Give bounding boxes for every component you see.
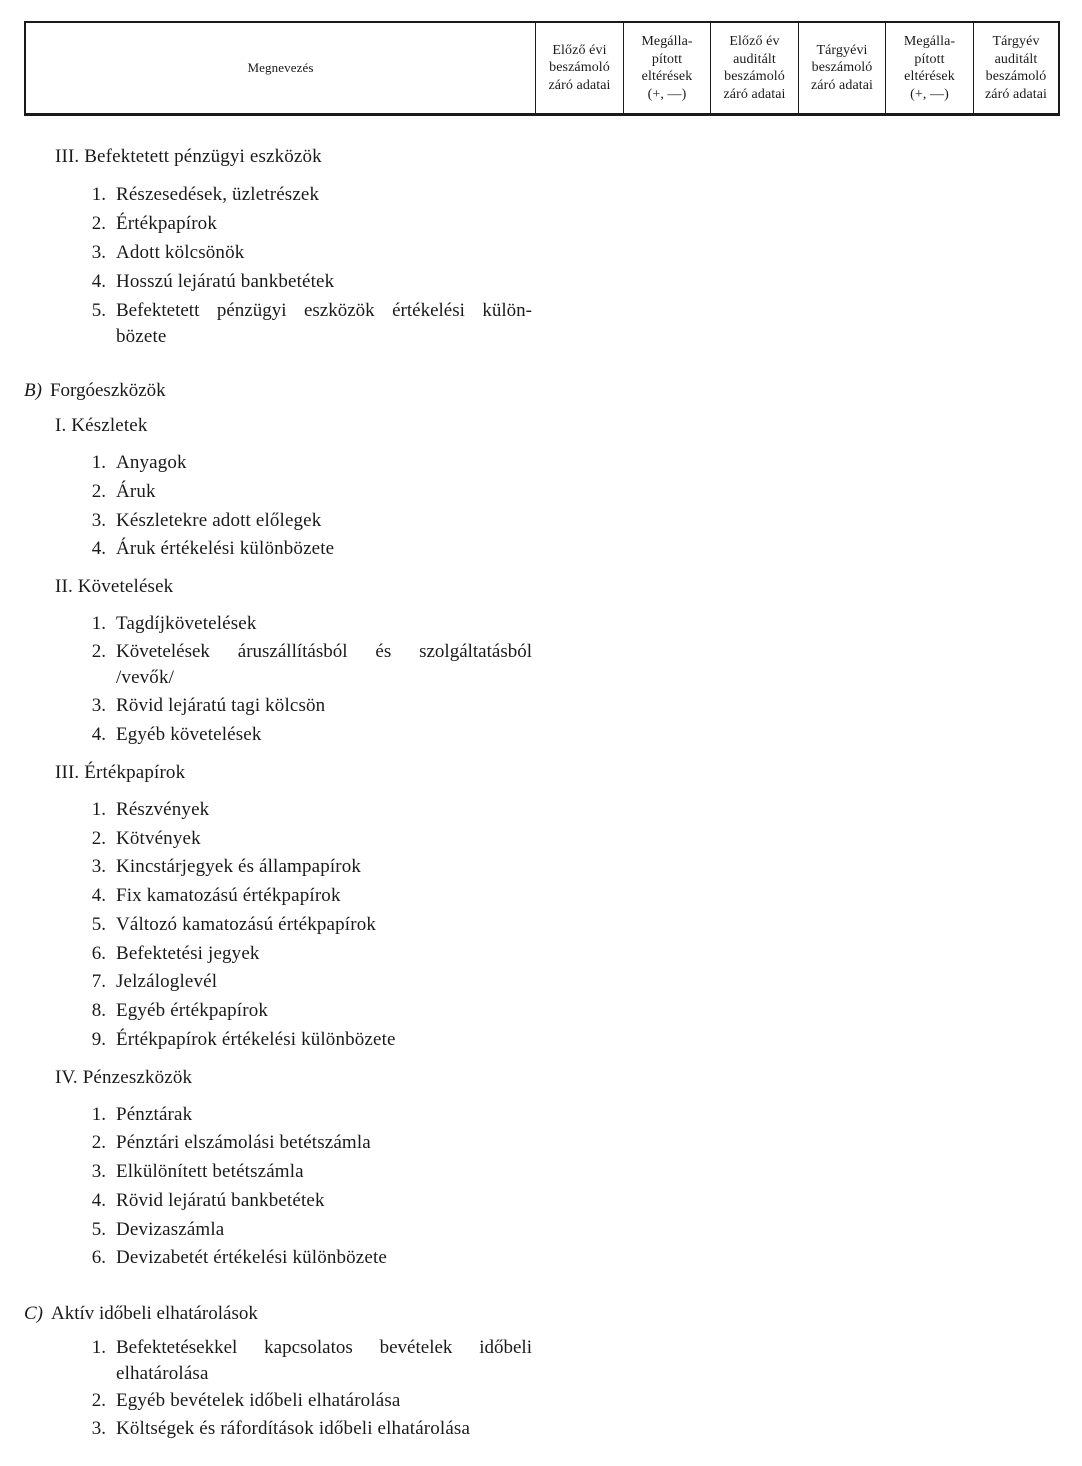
list-item: Kötvények xyxy=(116,828,201,849)
group-title: IV. Pénzeszközök xyxy=(55,1067,193,1088)
item-number: 5. xyxy=(91,1219,106,1240)
item-number: 5. xyxy=(91,914,106,935)
list-item: Értékpapírok értékelési különbözete xyxy=(116,1029,396,1050)
list-item: Áruk értékelési különbözete xyxy=(116,538,335,559)
item-number: 3. xyxy=(91,1418,106,1439)
item-number: 2. xyxy=(91,641,106,662)
list-item: Költségek és ráfordítások időbeli elhatárolása xyxy=(116,1418,471,1439)
list-item: Változó kamatozású értékpapírok xyxy=(116,914,376,935)
item-number: 4. xyxy=(91,538,106,559)
list-item: Anyagok xyxy=(116,452,187,473)
list-item: Pénztári elszámolási betétszámla xyxy=(116,1132,371,1153)
item-number: 3. xyxy=(91,1161,106,1182)
list-item: Értékpapírok xyxy=(116,213,217,234)
group-title: III. Befektetett pénzügyi eszközök xyxy=(55,146,322,167)
list-item-continuation: /vevők/ xyxy=(116,667,175,688)
list-item: Készletekre adott előlegek xyxy=(116,510,322,531)
header-col-prev-audited: Előző év auditált beszámoló záró adatai xyxy=(710,23,798,113)
list-item: Részvények xyxy=(116,799,210,820)
list-item-continuation: elhatárolása xyxy=(116,1363,209,1384)
list-item: Kincstárjegyek és állampapírok xyxy=(116,856,362,877)
list-item: Pénztárak xyxy=(116,1104,193,1125)
list-item: Befektetett pénzügyi eszközök értékelési külön- xyxy=(116,300,532,321)
section-letter: C) xyxy=(24,1303,43,1324)
item-number: 6. xyxy=(91,943,106,964)
list-item: Befektetésekkel kapcsolatos bevételek időbeli xyxy=(116,1337,532,1358)
item-number: 8. xyxy=(91,1000,106,1021)
header-col-current-year: Tárgyévi beszámoló záró adatai xyxy=(798,23,885,113)
list-item: Tagdíjkövetelések xyxy=(116,613,257,634)
item-number: 3. xyxy=(91,242,106,263)
list-item: Hosszú lejáratú bankbetétek xyxy=(116,271,335,292)
header-col-prev-diff: Megálla- pított eltérések (+, —) xyxy=(623,23,710,113)
header-table xyxy=(24,21,1060,116)
section-title: Forgóeszközök xyxy=(49,380,166,401)
item-number: 2. xyxy=(91,1390,106,1411)
header-col-prev-year: Előző évi beszámoló záró adatai xyxy=(535,23,623,113)
item-number: 3. xyxy=(91,510,106,531)
section-c-heading xyxy=(24,1303,258,1325)
item-number: 1. xyxy=(91,1104,106,1125)
list-item: Áruk xyxy=(116,481,156,502)
item-number: 1. xyxy=(91,452,106,473)
group-title: III. Értékpapírok xyxy=(55,762,186,783)
item-number: 7. xyxy=(91,971,106,992)
group-title: I. Készletek xyxy=(55,415,148,436)
list-item: Egyéb bevételek időbeli elhatárolása xyxy=(116,1390,401,1411)
list-item-continuation: bözete xyxy=(116,326,167,347)
item-number: 1. xyxy=(91,184,106,205)
item-number: 3. xyxy=(91,695,106,716)
item-number: 5. xyxy=(91,300,106,321)
list-item: Befektetési jegyek xyxy=(116,943,260,964)
item-number: 9. xyxy=(91,1029,106,1050)
group-title: II. Követelések xyxy=(55,576,174,597)
item-number: 3. xyxy=(91,856,106,877)
section-title: Aktív időbeli elhatárolások xyxy=(51,1303,258,1324)
list-item: Rövid lejáratú tagi kölcsön xyxy=(116,695,326,716)
item-number: 1. xyxy=(91,613,106,634)
list-item: Devizabetét értékelési különbözete xyxy=(116,1247,387,1268)
item-number: 1. xyxy=(91,1337,106,1358)
section-letter: B) xyxy=(24,380,42,401)
list-item: Egyéb követelések xyxy=(116,724,262,745)
item-number: 2. xyxy=(91,1132,106,1153)
list-item: Követelések áruszállításból és szolgáltatásból xyxy=(116,641,532,662)
item-number: 4. xyxy=(91,885,106,906)
header-col-megnevezes: Megnevezés xyxy=(247,60,314,76)
list-item: Részesedések, üzletrészek xyxy=(116,184,320,205)
header-col-current-diff: Megálla- pított eltérések (+, —) xyxy=(885,23,973,113)
list-item: Rövid lejáratú bankbetétek xyxy=(116,1190,325,1211)
item-number: 2. xyxy=(91,828,106,849)
item-number: 4. xyxy=(91,724,106,745)
item-number: 2. xyxy=(91,481,106,502)
list-item: Fix kamatozású értékpapírok xyxy=(116,885,341,906)
section-b-heading xyxy=(24,380,166,402)
list-item: Jelzáloglevél xyxy=(116,971,218,992)
header-col-current-audited: Tárgyév auditált beszámoló záró adatai xyxy=(973,23,1058,113)
list-item: Adott kölcsönök xyxy=(116,242,245,263)
list-item: Egyéb értékpapírok xyxy=(116,1000,269,1021)
item-number: 4. xyxy=(91,1190,106,1211)
item-number: 1. xyxy=(91,799,106,820)
item-number: 6. xyxy=(91,1247,106,1268)
item-number: 2. xyxy=(91,213,106,234)
item-number: 4. xyxy=(91,271,106,292)
list-item: Elkülönített betétszámla xyxy=(116,1161,304,1182)
list-item: Devizaszámla xyxy=(116,1219,225,1240)
